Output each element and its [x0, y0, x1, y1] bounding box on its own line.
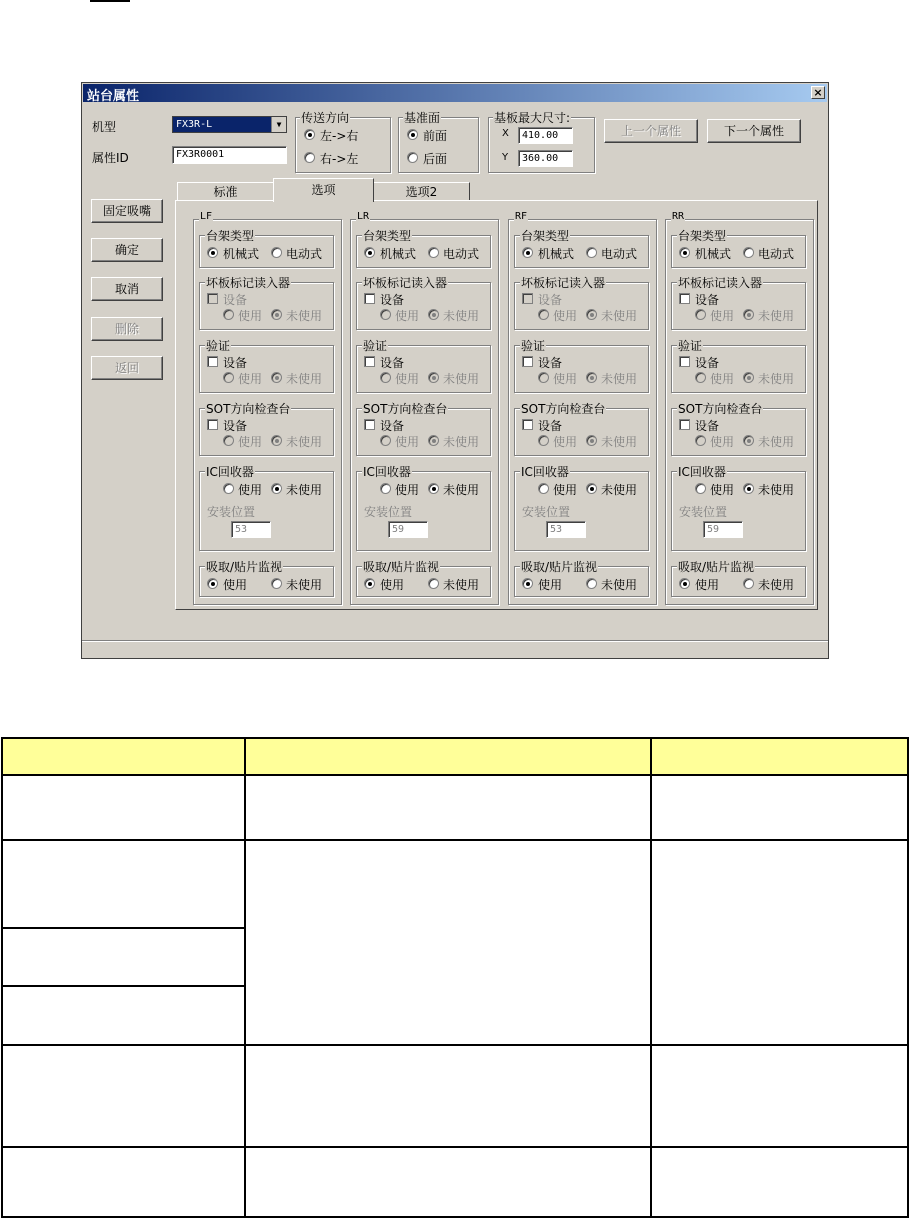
- table-row: [2, 1147, 908, 1217]
- col-rr-bad-mark-title: 坏板标记读入器: [678, 276, 763, 290]
- col-rr-verify-title: 验证: [678, 339, 703, 353]
- col-lr-bad-mark-use-label: 使用: [395, 309, 420, 323]
- col-lr-stand-type-title: 台架类型: [363, 229, 412, 243]
- col-rf-ic-use-radio[interactable]: [538, 483, 549, 494]
- col-rf-ic-use-label: 使用: [553, 483, 578, 497]
- col-rf-verify-not-use-label: 未使用: [601, 372, 638, 386]
- table-row: [2, 1045, 908, 1147]
- col-rf-verify-not-use-radio[interactable]: [586, 372, 597, 383]
- col-lf-verify-not-use-label: 未使用: [286, 372, 323, 386]
- next-attribute-button[interactable]: 下一个属性: [707, 119, 801, 143]
- col-rf-verify-device-checkbox[interactable]: [522, 356, 533, 367]
- col-lr-sot-not-use-label: 未使用: [443, 435, 480, 449]
- col-lr-ic-not-use-label: 未使用: [443, 483, 480, 497]
- col-rf-bad-mark-not-use-label: 未使用: [601, 309, 638, 323]
- tab-standard[interactable]: 标准: [177, 182, 274, 201]
- col-lf-bad-mark-device-label: 设备: [223, 293, 248, 307]
- col-rf-stand-type-title: 台架类型: [521, 229, 570, 243]
- col-rr-bad-mark-not-use-label: 未使用: [758, 309, 795, 323]
- col-lr-bad-mark-not-use-radio[interactable]: [428, 309, 439, 320]
- col-rr-ic-use-radio[interactable]: [695, 483, 706, 494]
- col-rr-verify-not-use-radio[interactable]: [743, 372, 754, 383]
- col-lr-electric-radio[interactable]: [428, 247, 439, 258]
- table-cell: [651, 1147, 908, 1217]
- col-rf-suction-use-label: 使用: [538, 578, 563, 592]
- col-rf-ic-not-use-label: 未使用: [601, 483, 638, 497]
- col-rr-ic-not-use-radio[interactable]: [743, 483, 754, 494]
- window-title: 站台属性: [87, 89, 140, 104]
- col-rf-sot-not-use-radio[interactable]: [586, 435, 597, 446]
- col-lr-install-position-input[interactable]: 59: [388, 521, 428, 538]
- col-lr-suction-use-label: 使用: [380, 578, 405, 592]
- col-lr-bad-mark-use-radio[interactable]: [380, 309, 391, 320]
- table-cell: [2, 775, 245, 840]
- col-rf-suction-title: 吸取/贴片监视: [521, 560, 598, 574]
- table-header-row: [2, 738, 908, 775]
- col-lr-bad-mark-device-label: 设备: [380, 293, 405, 307]
- model-select[interactable]: [172, 116, 287, 133]
- col-rf-sot-device-checkbox[interactable]: [522, 419, 533, 430]
- col-rf-verify-device-label: 设备: [538, 356, 563, 370]
- col-rr-sot-title: SOT方向检查台: [678, 402, 763, 416]
- col-lf-bad-mark-use-label: 使用: [238, 309, 263, 323]
- col-lf-ic-not-use-label: 未使用: [286, 483, 323, 497]
- col-rr-bad-mark-not-use-radio[interactable]: [743, 309, 754, 320]
- col-lr-title: LR: [357, 211, 370, 222]
- board-max-size-title: 基板最大尺寸:: [494, 111, 571, 125]
- col-rr-suction-use-label: 使用: [695, 578, 720, 592]
- table-cell: [2, 840, 245, 928]
- col-rr-suction-use-radio[interactable]: [679, 578, 690, 589]
- col-lf-verify-title: 验证: [206, 339, 231, 353]
- col-rf-sot-use-label: 使用: [553, 435, 578, 449]
- col-rr-sot-device-label: 设备: [695, 419, 720, 433]
- col-lr-verify-device-label: 设备: [380, 356, 405, 370]
- col-lr-ic-use-label: 使用: [395, 483, 420, 497]
- col-rf-ic-title: IC回收器: [521, 465, 569, 479]
- title-bar: [83, 84, 827, 102]
- table-cell: [245, 1045, 650, 1147]
- table-row: [2, 840, 908, 928]
- col-lr-bad-mark-not-use-label: 未使用: [443, 309, 480, 323]
- col-rr-sot-device-checkbox[interactable]: [679, 419, 690, 430]
- col-lf-install-position-label: 安装位置: [207, 505, 256, 519]
- col-lf-sot-not-use-radio[interactable]: [271, 435, 282, 446]
- col-lr-verify-title: 验证: [363, 339, 388, 353]
- col-rf-bad-mark-device-checkbox[interactable]: [522, 293, 533, 304]
- col-lr-sot-use-label: 使用: [395, 435, 420, 449]
- col-rr-ic-title: IC回收器: [678, 465, 726, 479]
- board-x-label: X: [502, 128, 509, 139]
- col-lf-verify-device-label: 设备: [223, 356, 248, 370]
- col-lf-bad-mark-use-radio[interactable]: [223, 309, 234, 320]
- col-rf-sot-not-use-label: 未使用: [601, 435, 638, 449]
- col-lf-stand-type-title: 台架类型: [206, 229, 255, 243]
- col-lr-sot-device-label: 设备: [380, 419, 405, 433]
- col-lr-suction-not-use-radio[interactable]: [428, 578, 439, 589]
- col-lf-ic-use-label: 使用: [238, 483, 263, 497]
- col-lf-bad-mark-not-use-radio[interactable]: [271, 309, 282, 320]
- col-lr-verify-use-label: 使用: [395, 372, 420, 386]
- col-rf-suction-use-radio[interactable]: [522, 578, 533, 589]
- attr-id-input[interactable]: FX3R0001: [172, 146, 287, 164]
- col-rf-bad-mark-title: 坏板标记读入器: [521, 276, 606, 290]
- col-lf-sot-use-label: 使用: [238, 435, 263, 449]
- col-lf-bad-mark-device-checkbox[interactable]: [207, 293, 218, 304]
- back-button[interactable]: 返回: [91, 356, 163, 380]
- col-rr-install-position-label: 安装位置: [679, 505, 728, 519]
- table-cell: [245, 775, 650, 840]
- col-rr-sot-not-use-radio[interactable]: [743, 435, 754, 446]
- col-rf-sot-device-label: 设备: [538, 419, 563, 433]
- col-lr-sot-title: SOT方向检查台: [363, 402, 448, 416]
- col-rr-ic-not-use-label: 未使用: [758, 483, 795, 497]
- transfer-ltr-label: 左->右: [320, 129, 359, 143]
- col-rf-bad-mark-use-label: 使用: [553, 309, 578, 323]
- col-rr-bad-mark-use-label: 使用: [710, 309, 735, 323]
- tab-options2[interactable]: 选项2: [373, 182, 470, 201]
- col-lf-mechanical-label: 机械式: [223, 247, 260, 261]
- prev-attribute-button[interactable]: 上一个属性: [604, 119, 698, 143]
- col-rr-verify-not-use-label: 未使用: [758, 372, 795, 386]
- col-lr-electric-label: 电动式: [443, 247, 480, 261]
- chevron-down-icon[interactable]: ▼: [271, 117, 286, 132]
- table-cell: [2, 1045, 245, 1147]
- col-rf-verify-use-radio[interactable]: [538, 372, 549, 383]
- col-rr-verify-device-label: 设备: [695, 356, 720, 370]
- col-rf-electric-radio[interactable]: [586, 247, 597, 258]
- col-lr-mechanical-label: 机械式: [380, 247, 417, 261]
- col-rf-verify-use-label: 使用: [553, 372, 578, 386]
- col-lr-mechanical-radio[interactable]: [364, 247, 375, 258]
- col-lf-suction-not-use-label: 未使用: [286, 578, 323, 592]
- col-lf-sot-device-label: 设备: [223, 419, 248, 433]
- col-lf-suction-use-label: 使用: [223, 578, 248, 592]
- col-lf-ic-not-use-radio[interactable]: [271, 483, 282, 494]
- col-rr-verify-device-checkbox[interactable]: [679, 356, 690, 367]
- base-face-back-radio[interactable]: [407, 152, 418, 163]
- col-lf-install-position-input[interactable]: 53: [231, 521, 271, 538]
- top-underline-mark: [90, 0, 130, 2]
- col-lr-sot-device-checkbox[interactable]: [364, 419, 375, 430]
- col-rf-mechanical-radio[interactable]: [522, 247, 533, 258]
- col-lr-suction-title: 吸取/贴片监视: [363, 560, 440, 574]
- table-cell: [245, 840, 650, 1044]
- col-rr-verify-use-label: 使用: [710, 372, 735, 386]
- table-row: [2, 775, 908, 840]
- col-lr-ic-not-use-radio[interactable]: [428, 483, 439, 494]
- table-cell: [651, 775, 908, 840]
- col-lf-mechanical-radio[interactable]: [207, 247, 218, 258]
- col-rf-bad-mark-not-use-radio[interactable]: [586, 309, 597, 320]
- status-bar: [82, 640, 828, 659]
- col-rf-electric-label: 电动式: [601, 247, 638, 261]
- col-lf-verify-use-label: 使用: [238, 372, 263, 386]
- col-rr-sot-use-radio[interactable]: [695, 435, 706, 446]
- col-rf-suction-not-use-radio[interactable]: [586, 578, 597, 589]
- board-x-input[interactable]: 410.00: [518, 127, 573, 144]
- col-lf-title: LF: [200, 211, 213, 222]
- col-lr-verify-not-use-label: 未使用: [443, 372, 480, 386]
- table-cell: [2, 1147, 245, 1217]
- col-lr-sot-not-use-radio[interactable]: [428, 435, 439, 446]
- base-face-title: 基准面: [404, 111, 441, 125]
- model-select-value: FX3R-L: [176, 119, 213, 130]
- col-lr-verify-not-use-radio[interactable]: [428, 372, 439, 383]
- col-rr-mechanical-radio[interactable]: [679, 247, 690, 258]
- col-lf-sot-title: SOT方向检查台: [206, 402, 291, 416]
- col-lr-bad-mark-device-checkbox[interactable]: [364, 293, 375, 304]
- table-header-cell: [651, 738, 908, 775]
- col-lf-electric-label: 电动式: [286, 247, 323, 261]
- col-lr-ic-title: IC回收器: [363, 465, 411, 479]
- col-lr-ic-use-radio[interactable]: [380, 483, 391, 494]
- col-lr-suction-not-use-label: 未使用: [443, 578, 480, 592]
- col-lf-sot-not-use-label: 未使用: [286, 435, 323, 449]
- close-button[interactable]: ×: [811, 86, 825, 99]
- transfer-ltr-radio[interactable]: [304, 129, 315, 140]
- transfer-direction-title: 传送方向: [301, 111, 350, 125]
- col-lf-bad-mark-title: 坏板标记读入器: [206, 276, 291, 290]
- col-rr-bad-mark-device-label: 设备: [695, 293, 720, 307]
- col-rf-suction-not-use-label: 未使用: [601, 578, 638, 592]
- col-rf-install-position-label: 安装位置: [522, 505, 571, 519]
- col-lf-suction-not-use-radio[interactable]: [271, 578, 282, 589]
- transfer-rtl-radio[interactable]: [304, 152, 315, 163]
- col-lr-verify-use-radio[interactable]: [380, 372, 391, 383]
- col-lr-suction-use-radio[interactable]: [364, 578, 375, 589]
- col-lf-ic-use-radio[interactable]: [223, 483, 234, 494]
- base-face-front-label: 前面: [423, 129, 448, 143]
- col-lf-verify-use-radio[interactable]: [223, 372, 234, 383]
- col-rr-bad-mark-device-checkbox[interactable]: [679, 293, 690, 304]
- transfer-rtl-label: 右->左: [320, 152, 359, 166]
- table-cell: [2, 986, 245, 1044]
- col-lr-bad-mark-title: 坏板标记读入器: [363, 276, 448, 290]
- col-lr-verify-device-checkbox[interactable]: [364, 356, 375, 367]
- tab-options[interactable]: 选项: [273, 178, 374, 202]
- base-face-front-radio[interactable]: [407, 129, 418, 140]
- col-rr-title: RR: [672, 211, 685, 222]
- col-rf-sot-title: SOT方向检查台: [521, 402, 606, 416]
- col-rr-suction-not-use-label: 未使用: [758, 578, 795, 592]
- col-lr-install-position-label: 安装位置: [364, 505, 413, 519]
- table-header-cell: [245, 738, 650, 775]
- col-rf-verify-title: 验证: [521, 339, 546, 353]
- col-rr-mechanical-label: 机械式: [695, 247, 732, 261]
- delete-button[interactable]: 删除: [91, 317, 163, 341]
- fixed-nozzle-button[interactable]: 固定吸嘴: [91, 199, 163, 223]
- col-lf-verify-device-checkbox[interactable]: [207, 356, 218, 367]
- document-table: [1, 737, 909, 1218]
- board-y-label: Y: [502, 152, 509, 163]
- model-label: 机型: [92, 120, 117, 134]
- table-cell: [651, 1045, 908, 1147]
- col-rf-ic-not-use-radio[interactable]: [586, 483, 597, 494]
- col-lf-suction-use-radio[interactable]: [207, 578, 218, 589]
- table-cell: [651, 840, 908, 1044]
- col-rr-sot-use-label: 使用: [710, 435, 735, 449]
- base-face-back-label: 后面: [423, 152, 448, 166]
- col-lf-ic-title: IC回收器: [206, 465, 254, 479]
- col-lf-sot-use-radio[interactable]: [223, 435, 234, 446]
- col-rf-sot-use-radio[interactable]: [538, 435, 549, 446]
- table-header-cell: [2, 738, 245, 775]
- table-cell: [2, 928, 245, 986]
- board-y-input[interactable]: 360.00: [518, 150, 573, 167]
- col-rr-electric-radio[interactable]: [743, 247, 754, 258]
- col-rr-electric-label: 电动式: [758, 247, 795, 261]
- col-lr-sot-use-radio[interactable]: [380, 435, 391, 446]
- cancel-button[interactable]: 取消: [91, 277, 163, 301]
- table-cell: [245, 1147, 650, 1217]
- col-rf-bad-mark-device-label: 设备: [538, 293, 563, 307]
- col-rr-bad-mark-use-radio[interactable]: [695, 309, 706, 320]
- col-rf-install-position-input[interactable]: 53: [546, 521, 586, 538]
- col-lf-verify-not-use-radio[interactable]: [271, 372, 282, 383]
- col-rr-sot-not-use-label: 未使用: [758, 435, 795, 449]
- attr-id-label: 属性ID: [92, 151, 129, 165]
- col-rr-suction-title: 吸取/贴片监视: [678, 560, 755, 574]
- col-rr-install-position-input[interactable]: 59: [703, 521, 743, 538]
- col-rf-bad-mark-use-radio[interactable]: [538, 309, 549, 320]
- col-lf-electric-radio[interactable]: [271, 247, 282, 258]
- col-lf-suction-title: 吸取/贴片监视: [206, 560, 283, 574]
- ok-button[interactable]: 确定: [91, 238, 163, 262]
- col-rr-ic-use-label: 使用: [710, 483, 735, 497]
- col-lf-sot-device-checkbox[interactable]: [207, 419, 218, 430]
- col-lf-bad-mark-not-use-label: 未使用: [286, 309, 323, 323]
- col-rr-stand-type-title: 台架类型: [678, 229, 727, 243]
- col-rf-mechanical-label: 机械式: [538, 247, 575, 261]
- col-rf-title: RF: [515, 211, 528, 222]
- col-rr-suction-not-use-radio[interactable]: [743, 578, 754, 589]
- col-rr-verify-use-radio[interactable]: [695, 372, 706, 383]
